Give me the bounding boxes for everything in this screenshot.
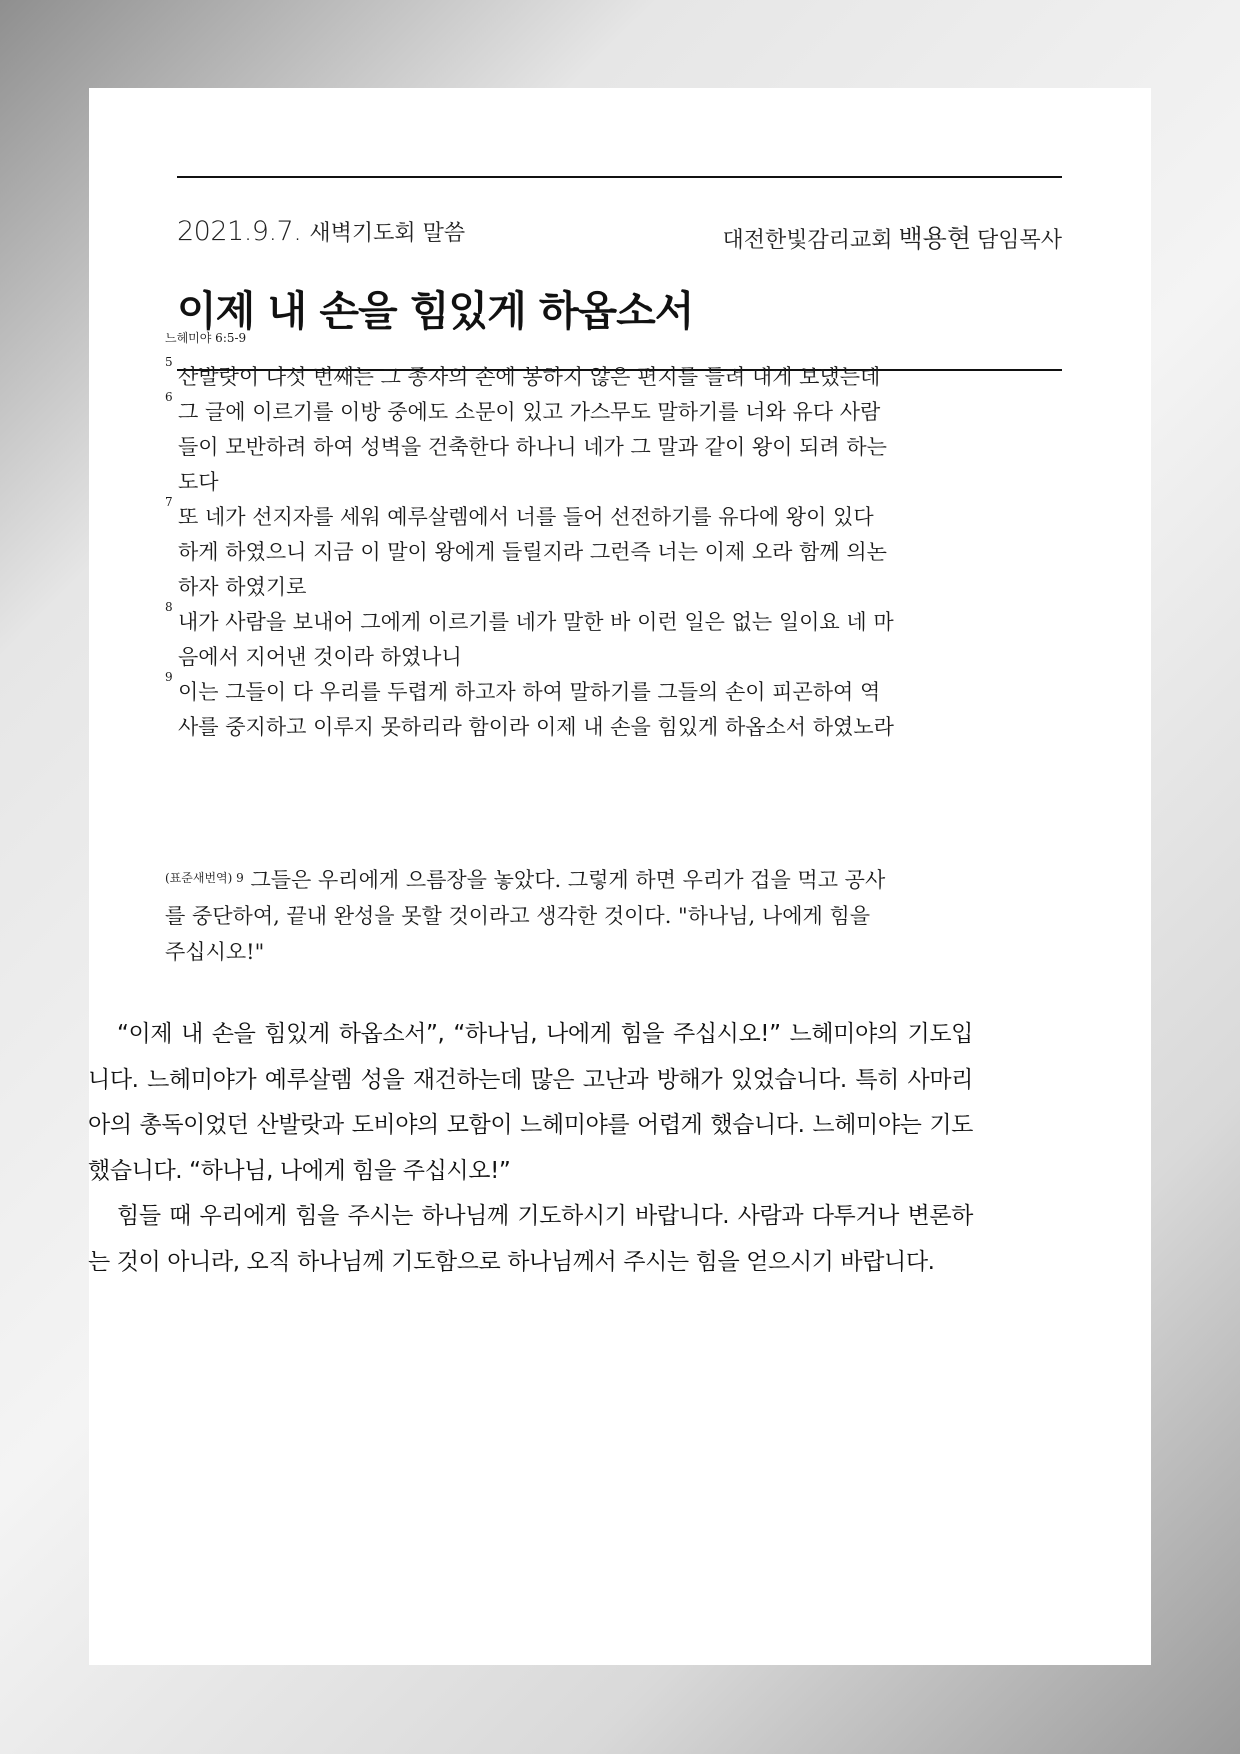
verse-7: [165, 495, 895, 605]
church-name: 대전한빛감리교회: [722, 228, 893, 253]
sermon-title: 이제 내 손을 힘있게 하옵소서: [177, 287, 694, 335]
verse-number: 7: [165, 495, 173, 509]
verse-number: 9: [165, 670, 173, 684]
church-pastor-line: [723, 219, 1063, 255]
verse-8: [165, 600, 895, 675]
scripture-reference: 느헤미야 6:5-9: [165, 331, 247, 345]
verse-text: 내가 사람을 보내어 그에게 이르기를 네가 말한 바 이런 일은 없는 일이요 네 마음에서 지어낸 것이라 하였나니: [178, 610, 894, 669]
date-service-line: [177, 216, 465, 247]
verse-number: 8: [165, 600, 173, 614]
pastor-title: 담임목사: [976, 228, 1062, 253]
body-paragraph-2: 힘들 때 우리에게 힘을 주시는 하나님께 기도하시기 바랍니다. 사람과 다투거나 변론하는 것이 아니라, 오직 하나님께 기도함으로 하나님께서 주시는 힘을 얻으시기 바랍니다.: [88, 1203, 973, 1275]
body-paragraph-1: “이제 내 손을 힘있게 하옵소서”, “하나님, 나에게 힘을 주십시오!” 느헤미야의 기도입니다. 느헤미야가 예루살렘 성을 재건하는데 많은 고난과 방해가 있었습니다. 특히 사마리아의 총독이었던 산발랏과 도비야의 모함이 느헤미야를 어렵게 했습니다. 느헤미야는 기도했습니다. “하나님, 나에게 힘을 주십시오!”: [88, 1021, 973, 1184]
verse-text: 산발랏이 다섯 번째는 그 종자의 손에 봉하지 않은 편지를 들려 내게 보냈는데: [178, 365, 881, 389]
verse-6: [165, 390, 895, 500]
alternate-translation: [165, 862, 895, 970]
verse-number: 5: [165, 355, 173, 369]
translation-text: 그들은 우리에게 으름장을 놓았다. 그렇게 하면 우리가 겁을 먹고 공사를 중단하여, 끝내 완성을 못할 것이라고 생각한 것이다. "하나님, 나에게 힘을 주십시오!": [165, 868, 886, 964]
sermon-body: [88, 1012, 973, 1285]
verse-text: 그 글에 이르기를 이방 중에도 소문이 있고 가스무도 말하기를 너와 유다 사람들이 모반하려 하여 성벽을 건축한다 하나니 네가 그 말과 같이 왕이 되려 하는도다: [178, 400, 887, 494]
service-name: 새벽기도회 말씀: [309, 221, 466, 246]
verse-text: 이는 그들이 다 우리를 두렵게 하고자 하여 말하기를 그들의 손이 피곤하여 역사를 중지하고 이루지 못하리라 함이라 이제 내 손을 힘있게 하옵소서 하였노라: [178, 680, 894, 739]
translation-label: (표준새번역) 9: [165, 871, 244, 885]
sermon-date: 2021.9.7.: [177, 216, 302, 247]
verse-text: 또 네가 선지자를 세워 예루살렘에서 너를 들어 선전하기를 유다에 왕이 있다 하게 하였으니 지금 이 말이 왕에게 들릴지라 그런즉 너는 이제 오라 함께 의논하자 하였기로: [178, 505, 887, 599]
scripture-passage: [165, 330, 895, 745]
verse-5: [165, 355, 895, 395]
verse-number: 6: [165, 390, 173, 404]
verse-9: [165, 670, 895, 745]
top-divider: [177, 176, 1062, 178]
pastor-name: 백용현: [898, 224, 971, 253]
